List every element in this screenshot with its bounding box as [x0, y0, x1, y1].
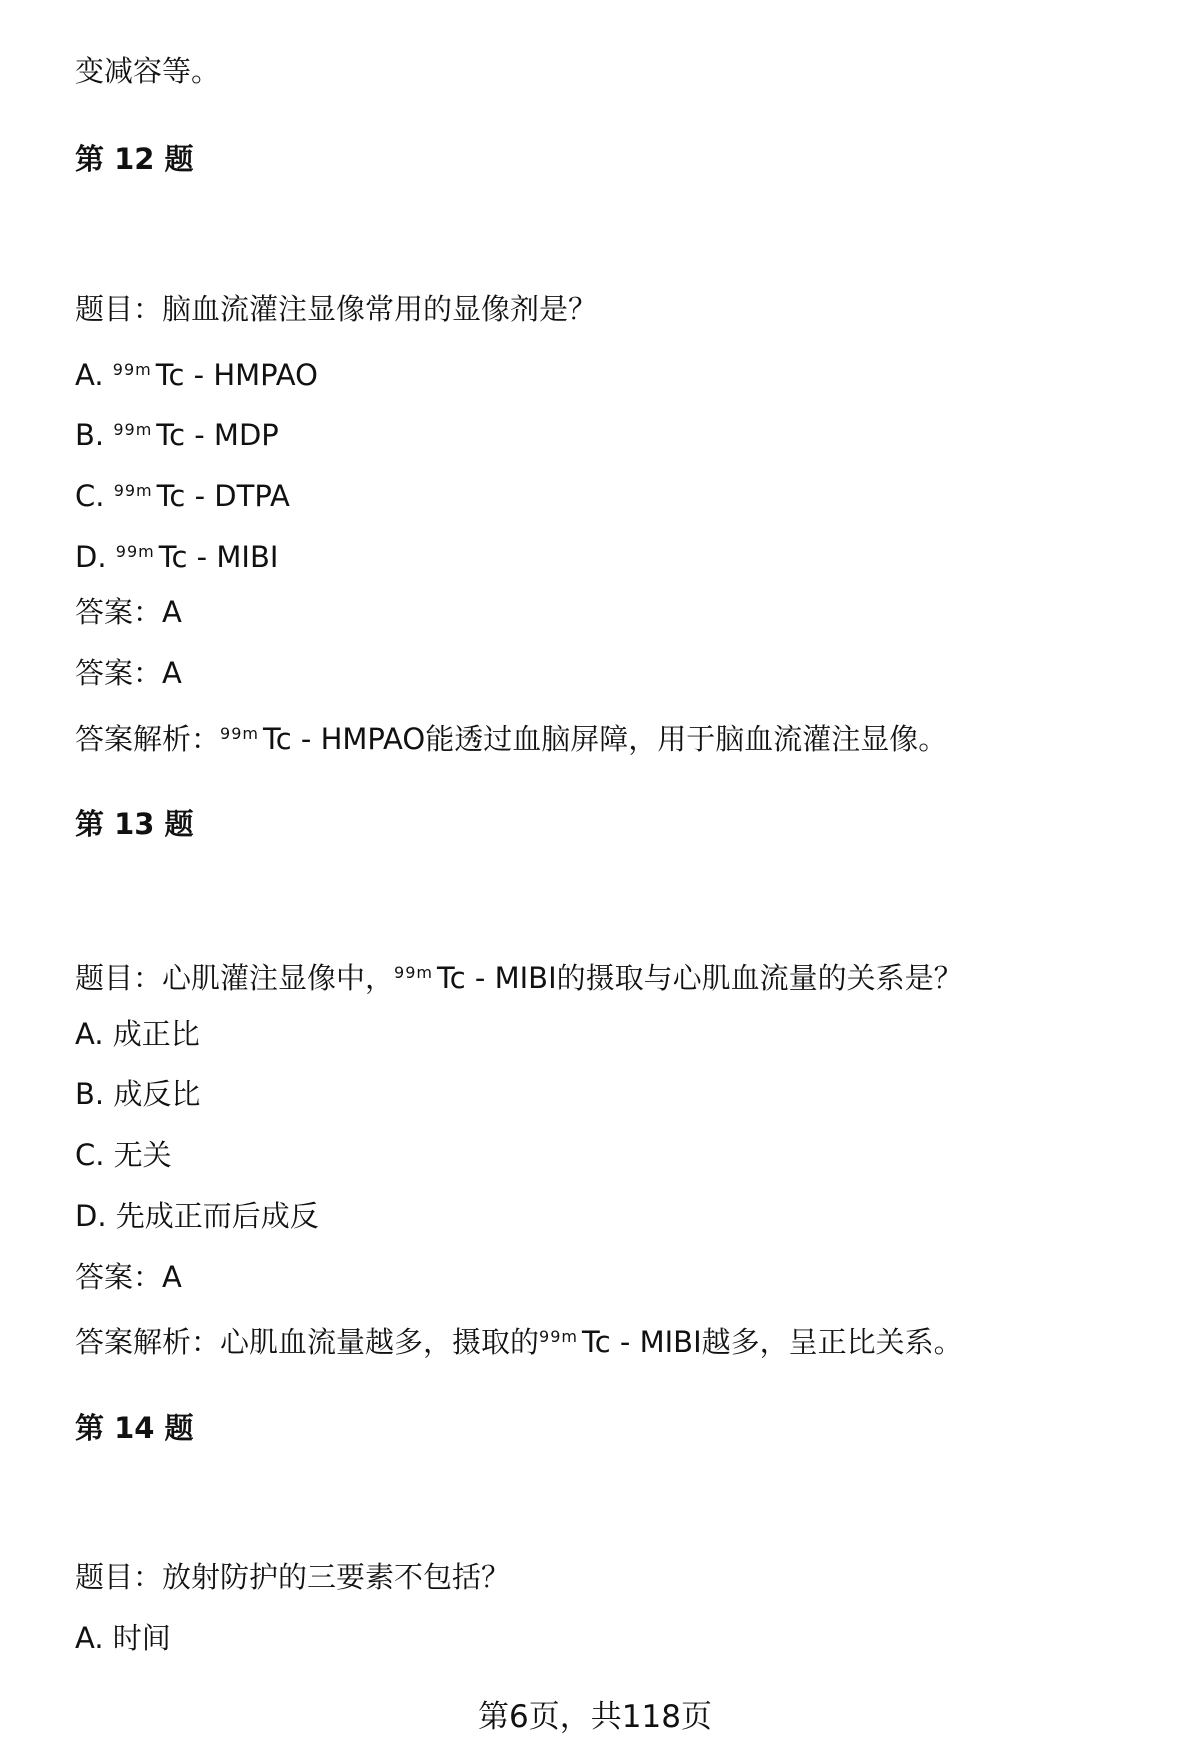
- q13-heading: 第 13 题: [75, 807, 194, 841]
- q13-analysis-prefix: 答案解析：心肌血流量越多，摄取的: [75, 1325, 540, 1359]
- q12-option-a-text: Tc - HMPAO: [155, 358, 318, 392]
- q13-answer: 答案：A: [75, 1260, 182, 1294]
- q14-heading: 第 14 题: [75, 1411, 194, 1445]
- q14-option-a: A. 时间: [75, 1621, 171, 1655]
- q13-analysis-isotope: 99m: [539, 1327, 578, 1346]
- q12-analysis-isotope: 99m: [220, 724, 259, 743]
- q13-analysis-text: Tc - MIBI越多，呈正比关系。: [581, 1325, 963, 1359]
- q13-option-d: D. 先成正而后成反: [75, 1199, 319, 1233]
- q12-option-c: [75, 473, 290, 514]
- q13-question: [75, 955, 963, 996]
- q12-heading: 第 12 题: [75, 142, 194, 176]
- q12-analysis-text: Tc - HMPAO能透过血脑屏障，用于脑血流灌注显像。: [262, 722, 948, 756]
- q12-option-b: [75, 412, 279, 453]
- page-number-footer: 第6页，共118页: [478, 1699, 712, 1735]
- q12-option-d-text: Tc - MIBI: [158, 540, 279, 574]
- q14-question: 题目：放射防护的三要素不包括？: [75, 1560, 511, 1594]
- q12-option-a-isotope: 99m: [112, 360, 152, 379]
- q12-option-d: [75, 534, 278, 575]
- q12-option-c-prefix: C.: [75, 479, 114, 513]
- q12-option-b-isotope: 99m: [113, 420, 153, 439]
- intro-tail-text: 变减容等。: [75, 54, 221, 88]
- q12-option-a-prefix: A.: [75, 358, 113, 392]
- q12-option-c-isotope: 99m: [113, 481, 153, 500]
- q12-analysis-prefix: 答案解析：: [75, 722, 221, 756]
- q12-option-b-prefix: B.: [75, 418, 114, 452]
- q13-question-prefix: 题目：心肌灌注显像中，: [75, 961, 395, 995]
- q12-option-d-prefix: D.: [75, 540, 116, 574]
- q12-analysis: [75, 716, 947, 757]
- q12-question: 题目：脑血流灌注显像常用的显像剂是？: [75, 292, 598, 326]
- q12-option-d-isotope: 99m: [115, 542, 155, 561]
- q13-option-b: B. 成反比: [75, 1077, 201, 1111]
- q13-analysis: [75, 1319, 963, 1360]
- q12-option-c-text: Tc - DTPA: [156, 479, 290, 513]
- q12-answer-2: 答案：A: [75, 656, 182, 690]
- q13-option-c: C. 无关: [75, 1138, 172, 1172]
- q12-answer-1: 答案：A: [75, 595, 182, 629]
- q13-question-text: Tc - MIBI的摄取与心肌血流量的关系是？: [436, 961, 963, 995]
- q13-option-a: A. 成正比: [75, 1017, 200, 1051]
- q12-option-b-text: Tc - MDP: [156, 418, 279, 452]
- q12-option-a: [75, 352, 318, 393]
- q13-question-isotope: 99m: [394, 963, 433, 982]
